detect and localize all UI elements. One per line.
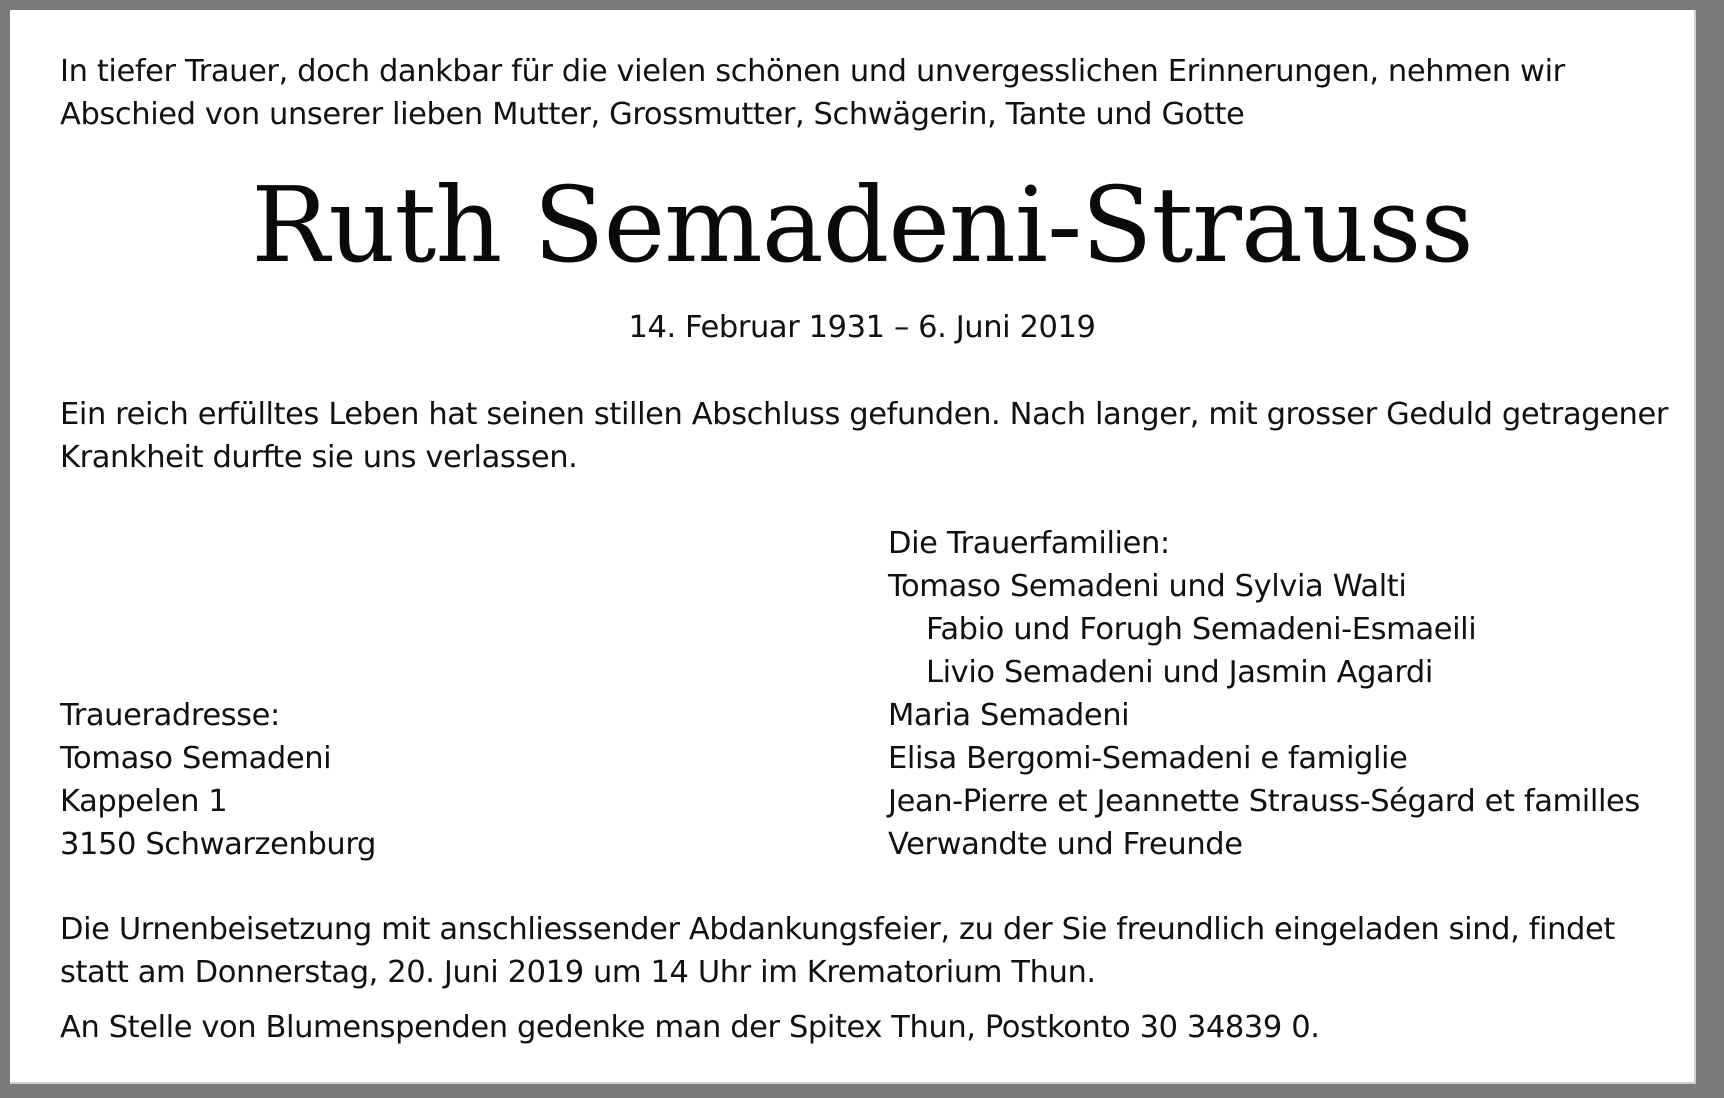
address-line: 3150 Schwarzenburg	[60, 827, 376, 862]
address-line: Tomaso Semadeni	[60, 741, 332, 776]
family-line: Jean-Pierre et Jeannette Strauss-Ségard et familles	[888, 784, 1640, 819]
family-line: Verwandte und Freunde	[888, 827, 1243, 862]
deceased-name: Ruth Semadeni-Strauss	[251, 164, 1473, 286]
family-line: Fabio und Forugh Semadeni-Esmaeili	[926, 612, 1477, 647]
life-dates: 14. Februar 1931 – 6. Juni 2019	[628, 310, 1096, 345]
mourning-families	[888, 522, 1668, 866]
address-line: Kappelen 1	[60, 784, 228, 819]
donation-notice: An Stelle von Blumenspenden gedenke man der Spitex Thun, Postkonto 30 34839 0.	[60, 1010, 1320, 1045]
family-line: Elisa Bergomi-Semadeni e famiglie	[888, 741, 1408, 776]
families-heading: Die Trauerfamilien:	[888, 526, 1170, 561]
life-paragraph: Ein reich erfülltes Leben hat seinen stillen Abschluss gefunden. Nach langer, mit grosser Geduld getragener Krankheit durfte sie uns verlassen.	[60, 397, 1668, 475]
family-line: Tomaso Semadeni und Sylvia Walti	[888, 569, 1407, 604]
ceremony-notice: Die Urnenbeisetzung mit anschliessender Abdankungsfeier, zu der Sie freundlich eingeladen sind, findet statt am Donnerstag, 20. Juni 2019 um 14 Uhr im Krematorium Thun.	[60, 912, 1615, 990]
address-heading: Traueradresse:	[60, 698, 280, 733]
mourning-address	[60, 694, 760, 866]
intro-text: In tiefer Trauer, doch dankbar für die vielen schönen und unvergesslichen Erinnerungen, nehmen wir Abschied von unserer lieben Mutter, Grossmutter, Schwägerin, Tante und Gotte	[60, 54, 1565, 132]
family-line: Maria Semadeni	[888, 698, 1130, 733]
family-line: Livio Semadeni und Jasmin Agardi	[926, 655, 1433, 690]
